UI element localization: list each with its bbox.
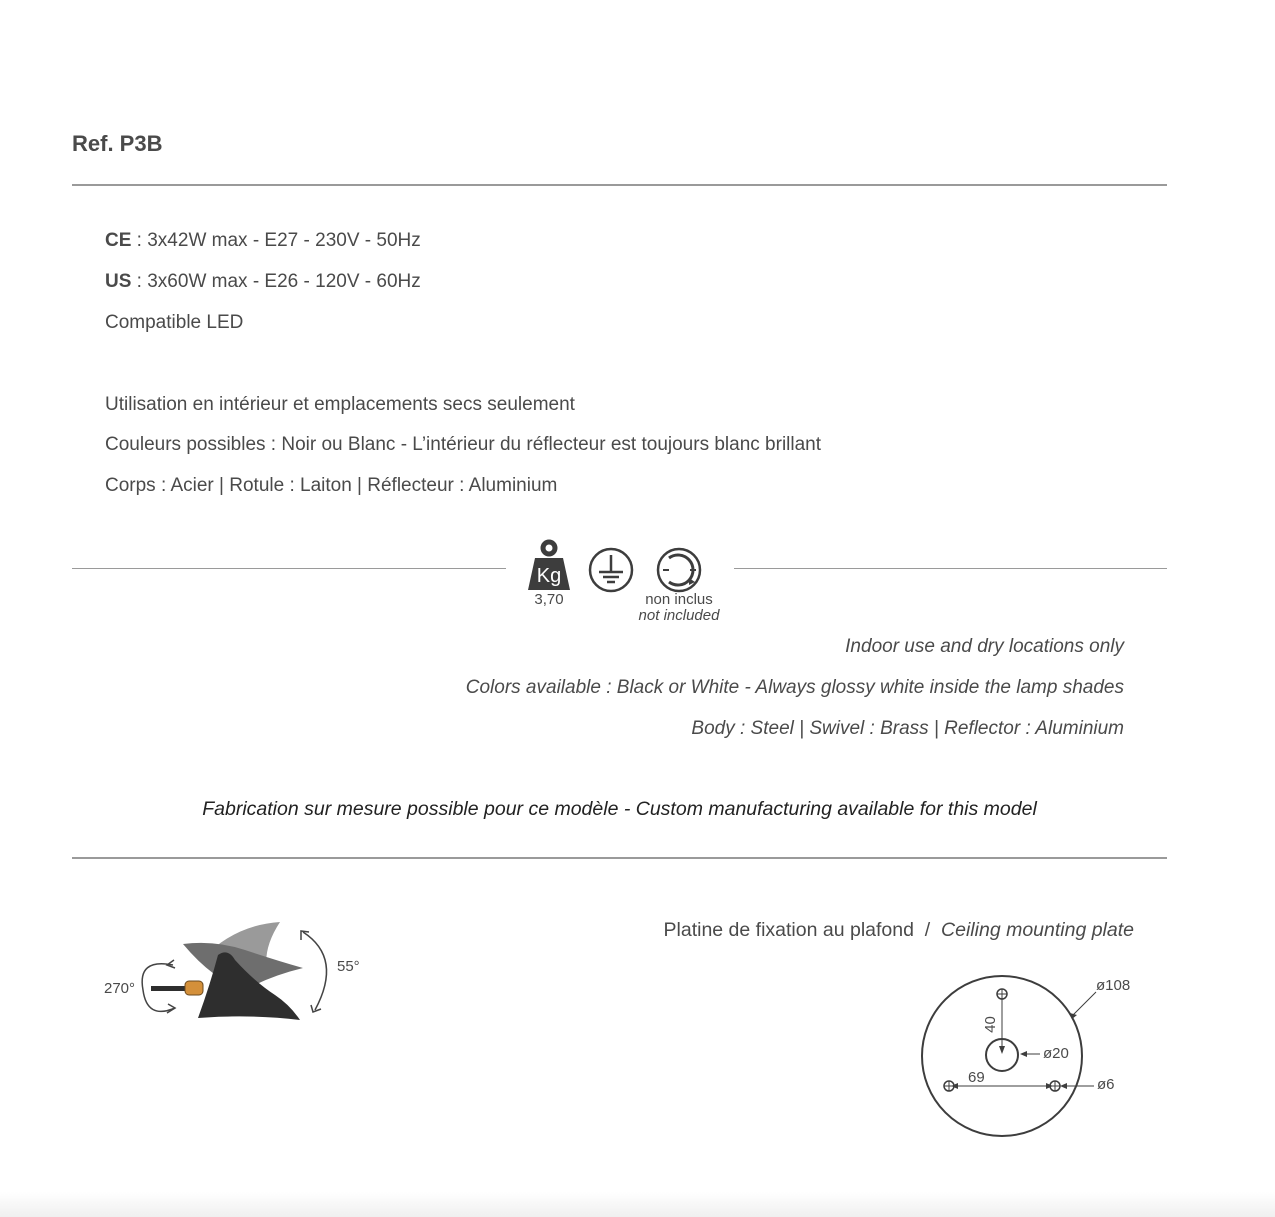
fr-colors: Couleurs possibles : Noir ou Blanc - L’intérieur du réflecteur est toujours blanc brillant (105, 434, 822, 455)
mounting-plate-title (664, 919, 1134, 942)
fr-usage: Utilisation en intérieur et emplacements secs seulement (105, 394, 575, 415)
divider-bottom (72, 857, 1167, 859)
custom-manufacturing-note: Fabrication sur mesure possible pour ce modèle - Custom manufacturing available for this model (202, 798, 1037, 820)
dimmer-caption-fr: non inclus (645, 591, 713, 608)
horizontal-dimension-label: 69 (968, 1069, 985, 1086)
divider-top (72, 184, 1167, 186)
spec-led: Compatible LED (105, 312, 244, 333)
product-reference: Ref. P3B (72, 131, 163, 156)
vertical-dimension-label: 40 (981, 1016, 999, 1033)
spec-us-value: : 3x60W max - E26 - 120V - 60Hz (131, 271, 421, 292)
ground-icon (587, 546, 635, 594)
en-usage: Indoor use and dry locations only (845, 636, 1124, 657)
dimmer-caption-en: not included (638, 607, 720, 624)
rotation-horizontal-label: 270° (104, 980, 136, 997)
spec-ce-value: : 3x42W max - E27 - 230V - 50Hz (131, 230, 421, 251)
mounting-plate-title-en: Ceiling mounting plate (941, 919, 1134, 941)
screw-hole-diameter-label: ø6 (1097, 1076, 1115, 1093)
rotation-vertical-label: 55° (337, 958, 360, 975)
mounting-plate-diagram (910, 968, 1140, 1143)
page-bottom-shade (0, 1192, 1275, 1217)
mounting-plate-title-fr: Platine de fixation au plafond (663, 919, 914, 941)
weight-icon-label: Kg (536, 565, 562, 587)
spec-us (105, 271, 421, 293)
divider-icons-left (72, 568, 506, 569)
plate-diameter-label: ø108 (1096, 977, 1131, 994)
weight-icon (527, 538, 571, 592)
divider-icons-right (734, 568, 1167, 569)
lamp-swivel (185, 981, 203, 995)
weight-value: 3,70 (534, 591, 564, 608)
lamp-arm (151, 986, 189, 991)
en-materials: Body : Steel | Swivel : Brass | Reflector : Aluminium (691, 718, 1124, 739)
spec-ce (105, 230, 421, 252)
en-colors: Colors available : Black or White - Always glossy white inside the lamp shades (465, 677, 1124, 698)
mounting-plate-title-sep: / (913, 919, 942, 941)
center-hole-diameter-label: ø20 (1043, 1045, 1069, 1062)
spec-ce-label: CE (105, 230, 132, 251)
spec-us-label: US (105, 271, 132, 292)
fr-materials: Corps : Acier | Rotule : Laiton | Réflecteur : Aluminium (105, 475, 558, 496)
dimmer-icon (655, 546, 703, 594)
